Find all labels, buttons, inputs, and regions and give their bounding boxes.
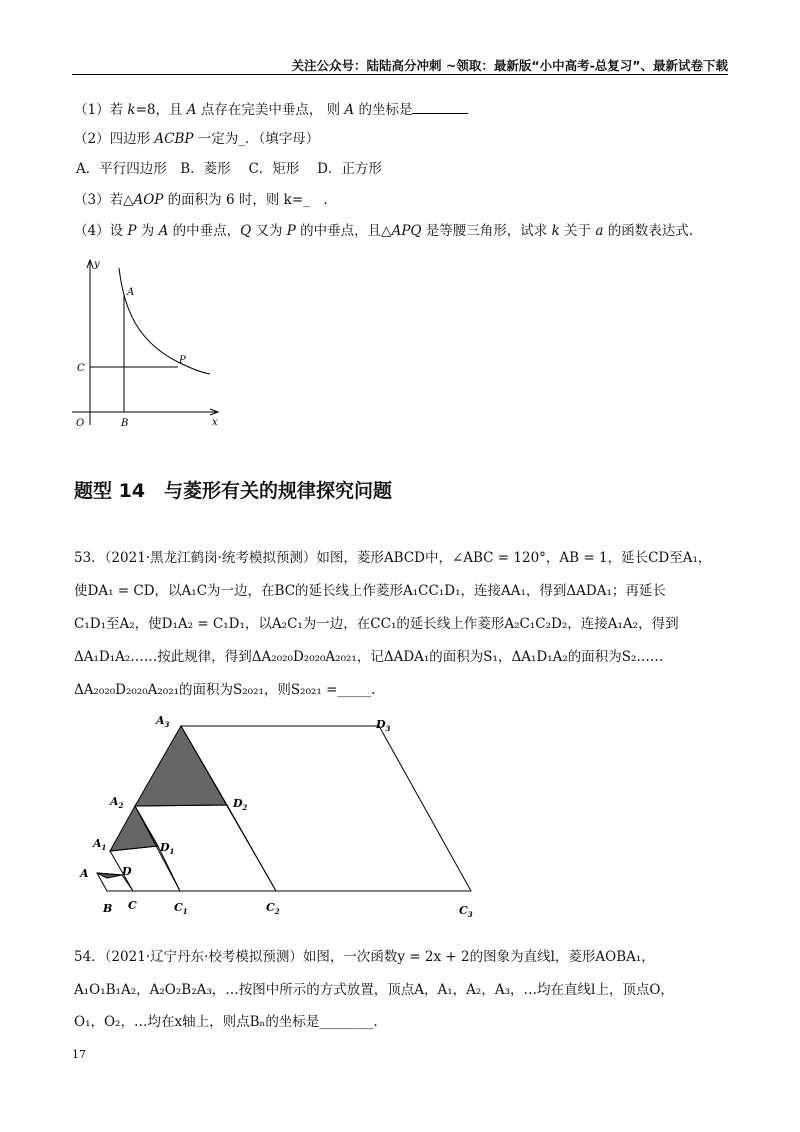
label-d2: $D_2$ bbox=[233, 797, 248, 812]
label-b: B bbox=[121, 418, 129, 429]
label-a2: $A_2$ bbox=[110, 795, 124, 810]
label-c: C bbox=[128, 899, 137, 912]
q54-line3: O₁，O₂，…均在x轴上，则点Bₙ的坐标是________. bbox=[74, 1014, 378, 1030]
label-o: O bbox=[76, 418, 85, 429]
q52-part4: （4）设 P 为 A 的中垂点，Q 又为 P 的中垂点，且△APQ 是等腰三角形，试求 k 关于 a 的函数表达式. bbox=[74, 223, 694, 239]
label-a1: $A_1$ bbox=[93, 837, 107, 852]
label-c1: $C_1$ bbox=[174, 901, 188, 916]
q52-part3: （3）若△AOP 的面积为 6 时，则 k=_ . bbox=[74, 192, 328, 208]
q52-options: A．平行四边形 B．菱形 C．矩形 D．正方形 bbox=[76, 161, 382, 177]
q52-part1: （1）若 k=8，且 A 点存在完美中垂点， 则 A 的坐标是 bbox=[74, 98, 468, 118]
label-c: C bbox=[77, 363, 85, 374]
label-x: x bbox=[212, 417, 218, 428]
label-a3: $A_3$ bbox=[156, 714, 170, 729]
label-y: y bbox=[94, 259, 100, 270]
q54-line1: 54．（2021·辽宁丹东·校考模拟预测）如图，一次函数y = 2x + 2的图象为直线l，菱形AOBA₁， bbox=[74, 949, 655, 965]
q54-line2: A₁O₁B₁A₂，A₂O₂B₂A₃，…按图中所示的方式放置，顶点A，A₁，A₂，A₃，…均在直线l上，顶点O， bbox=[74, 982, 674, 998]
hyperbola-curve bbox=[119, 268, 210, 374]
q53-line3: C₁D₁至A₂，使D₁A₂ = C₁D₁，以A₂C₁为一边，在CC₁的延长线上作菱形A₂C₁C₂D₂，连接A₁A₂，得到 bbox=[74, 616, 679, 632]
label-d1: $D_1$ bbox=[160, 841, 175, 856]
label-d3: $D_3$ bbox=[376, 718, 391, 733]
label-b: B bbox=[103, 902, 113, 915]
label-c3: $C_3$ bbox=[459, 904, 473, 919]
q53-line4: ΔA₁D₁A₂……按此规律，得到ΔA₂₀₂₀D₂₀₂₀A₂₀₂₁，记ΔADA₁的面积为S₁，ΔA₁D₁A₂的面积为S₂…… bbox=[74, 649, 664, 665]
rhombus-2 bbox=[135, 805, 276, 891]
label-d: D bbox=[122, 865, 132, 878]
q53-line1: 53．（2021·黑龙江鹤岗·统考模拟预测）如图，菱形ABCD中，∠ABC = 120°，AB = 1，延长CD至A₁， bbox=[74, 550, 712, 566]
rhombus-3 bbox=[181, 726, 471, 891]
q53-line2: 使DA₁ = CD，以A₁C为一边，在BC的延长线上作菱形A₁CC₁D₁，连接AA₁，得到ΔADA₁；再延长 bbox=[74, 583, 666, 599]
label-a: A bbox=[127, 287, 135, 298]
triangle-a2d2a3 bbox=[135, 726, 227, 806]
page-number: 17 bbox=[72, 1048, 86, 1061]
section-title: 题型 14 与菱形有关的规律探究问题 bbox=[74, 480, 393, 502]
rhombus-chain-figure bbox=[70, 705, 490, 930]
header-rule bbox=[72, 74, 728, 75]
label-c2: $C_2$ bbox=[266, 901, 280, 916]
q53-line5: ΔA₂₀₂₀D₂₀₂₀A₂₀₂₁的面积为S₂₀₂₁，则S₂₀₂₁ =_____. bbox=[74, 682, 376, 698]
label-a: A bbox=[80, 867, 89, 880]
page-header: 关注公众号：陆陆高分冲刺 ~领取：最新版“小中高考-总复习”、最新试卷下载 bbox=[291, 58, 728, 73]
hyperbola-figure bbox=[60, 250, 240, 440]
q52-part2: （2）四边形 ACBP 一定为_．（填字母） bbox=[74, 131, 320, 147]
label-p: P bbox=[179, 355, 186, 366]
triangle-a1d1a2 bbox=[110, 806, 158, 851]
